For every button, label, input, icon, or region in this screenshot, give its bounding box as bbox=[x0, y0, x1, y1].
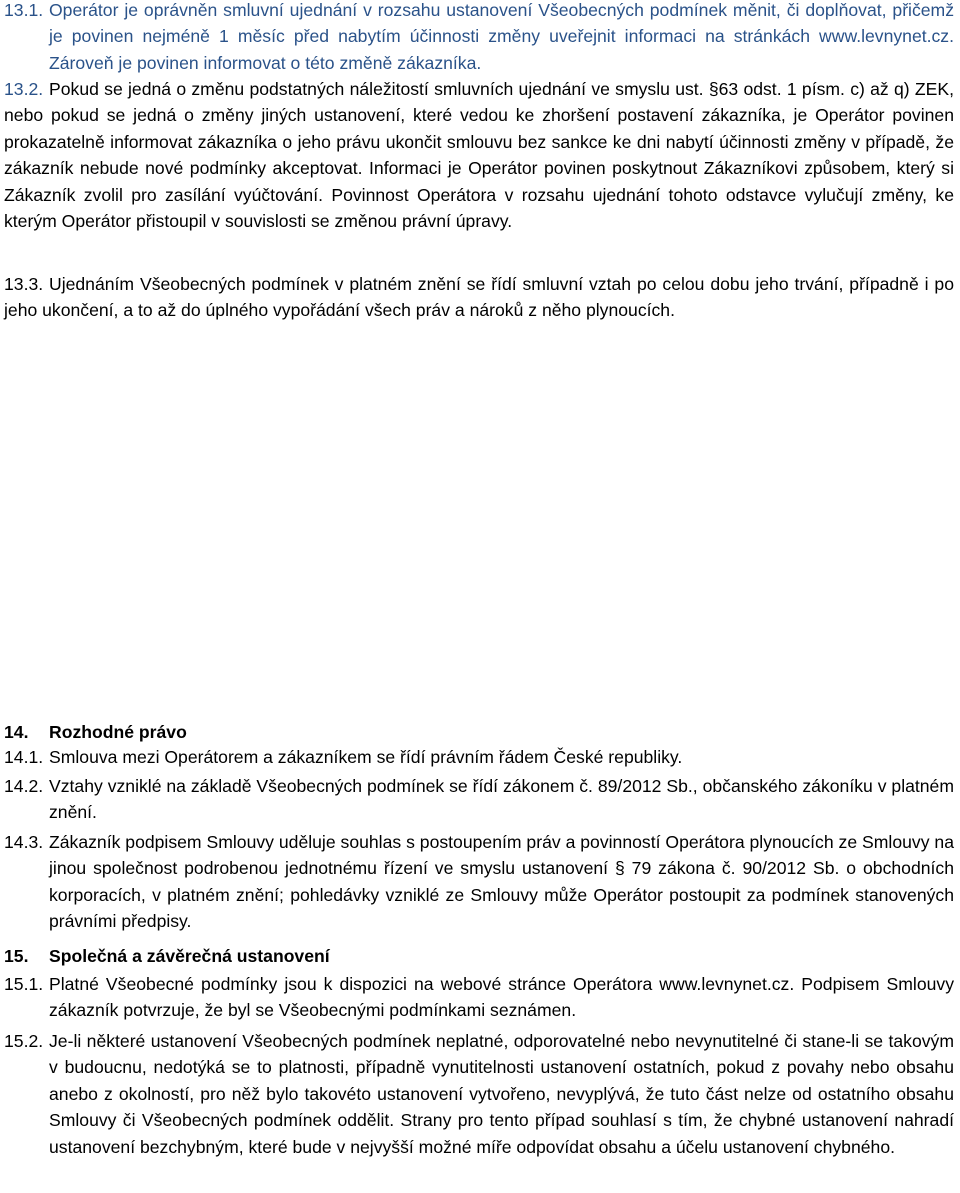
paragraph-15-2 bbox=[4, 1028, 954, 1160]
paragraph-text: Pokud se jedná o změnu podstatných náležitostí smluvních ujednání ve smyslu ust. §63 odst. 1 písm. c) až q) ZEK, nebo pokud se jedná o změny jiných ustanovení, které vedou ke zhoršení postavení zákazníka, je Operátor povinen prokazatelně informovat zákazníka o jeho právu ukončit smlouvu bez sankce ke dni nabytí účinnosti změny v případě, že zákazník nebude nové podmínky akceptovat. Informaci je Operátor povinen poskytnout Zákazníkovi způsobem, který si Zákazník zvolil pro zasílání vyúčtování. Povinnost Operátora v rozsahu ujednání tohoto odstavce vylučují změny, ke kterým Operátor přistoupil v souvislosti se změnou právní úpravy. bbox=[4, 79, 954, 232]
paragraph-text: Operátor je oprávněn smluvní ujednání v rozsahu ustanovení Všeobecných podmínek měnit, či doplňovat, přičemž je povinen nejméně 1 měsíc před nabytím účinnosti změny uveřejnit informaci na stránkách www.levnynet.cz. Zároveň je povinen informovat o této změně zákazníka. bbox=[49, 0, 954, 73]
section-heading-15 bbox=[4, 943, 330, 969]
paragraph-text: Smlouva mezi Operátorem a zákazníkem se řídí právním řádem České republiky. bbox=[49, 747, 683, 767]
paragraph-15-1 bbox=[4, 971, 954, 1024]
paragraph-text: Zákazník podpisem Smlouvy uděluje souhlas s postoupením práv a povinností Operátora plynoucích ze Smlouvy na jinou společnost podrobenou jednotnému řízení ve smyslu ustanovení § 79 zákona č. 90/2012 Sb. o obchodních korporacích, v platném znění; pohledávky vzniklé ze Smlouvy může Operátor postoupit za podmínek stanovených právními předpisy. bbox=[49, 832, 954, 932]
paragraph-text: Platné Všeobecné podmínky jsou k dispozici na webové stránce Operátora www.levnynet.cz. Podpisem Smlouvy zákazník potvrzuje, že byl se Všeobecnými podmínkami seznámen. bbox=[49, 974, 954, 1021]
paragraph-13-3 bbox=[4, 271, 954, 324]
section-title: Společná a závěrečná ustanovení bbox=[49, 946, 330, 966]
paragraph-number: 13.3. bbox=[4, 274, 44, 294]
paragraph-number: 13.1. bbox=[4, 0, 44, 20]
paragraph-text: Ujednáním Všeobecných podmínek v platném znění se řídí smluvní vztah po celou dobu jeho trvání, případně i po jeho ukončení, a to až do úplného vypořádání všech práv a nároků z něho plynoucích. bbox=[4, 274, 954, 321]
section-title: Rozhodné právo bbox=[49, 722, 187, 742]
paragraph-13-1 bbox=[4, 0, 954, 76]
paragraph-number: 13.2. bbox=[4, 79, 44, 99]
paragraph-number: 14.2. bbox=[4, 776, 44, 796]
paragraph-14-1 bbox=[4, 744, 954, 770]
section-number: 14. bbox=[4, 722, 29, 742]
paragraph-14-2 bbox=[4, 773, 954, 826]
section-number: 15. bbox=[4, 946, 29, 966]
paragraph-number: 14.1. bbox=[4, 747, 44, 767]
paragraph-14-3 bbox=[4, 829, 954, 935]
paragraph-text: Je-li některé ustanovení Všeobecných podmínek neplatné, odporovatelné nebo nevynutitelné či stane-li se takovým v budoucnu, nedotýká se to platnosti, případně vynutitelnosti ustanovení ostatních, pokud z povahy nebo obsahu anebo z okolností, pro něž bylo takovéto ustanovení vytvořeno, nevyplývá, že tuto část nelze od ostatního obsahu Smlouvy či Všeobecných podmínek oddělit. Strany pro tento případ souhlasí s tím, že chybné ustanovení nahradí ustanovení bezchybným, které bude v nejvyšší možné míře odpovídat obsahu a účelu ustanovení chybného. bbox=[49, 1031, 954, 1157]
paragraph-13-2 bbox=[4, 76, 954, 234]
paragraph-number: 15.2. bbox=[4, 1031, 44, 1051]
paragraph-number: 15.1. bbox=[4, 974, 44, 994]
paragraph-number: 14.3. bbox=[4, 832, 44, 852]
section-heading-14 bbox=[4, 719, 187, 745]
paragraph-text: Vztahy vzniklé na základě Všeobecných podmínek se řídí zákonem č. 89/2012 Sb., občanského zákoníku v platném znění. bbox=[49, 776, 954, 823]
